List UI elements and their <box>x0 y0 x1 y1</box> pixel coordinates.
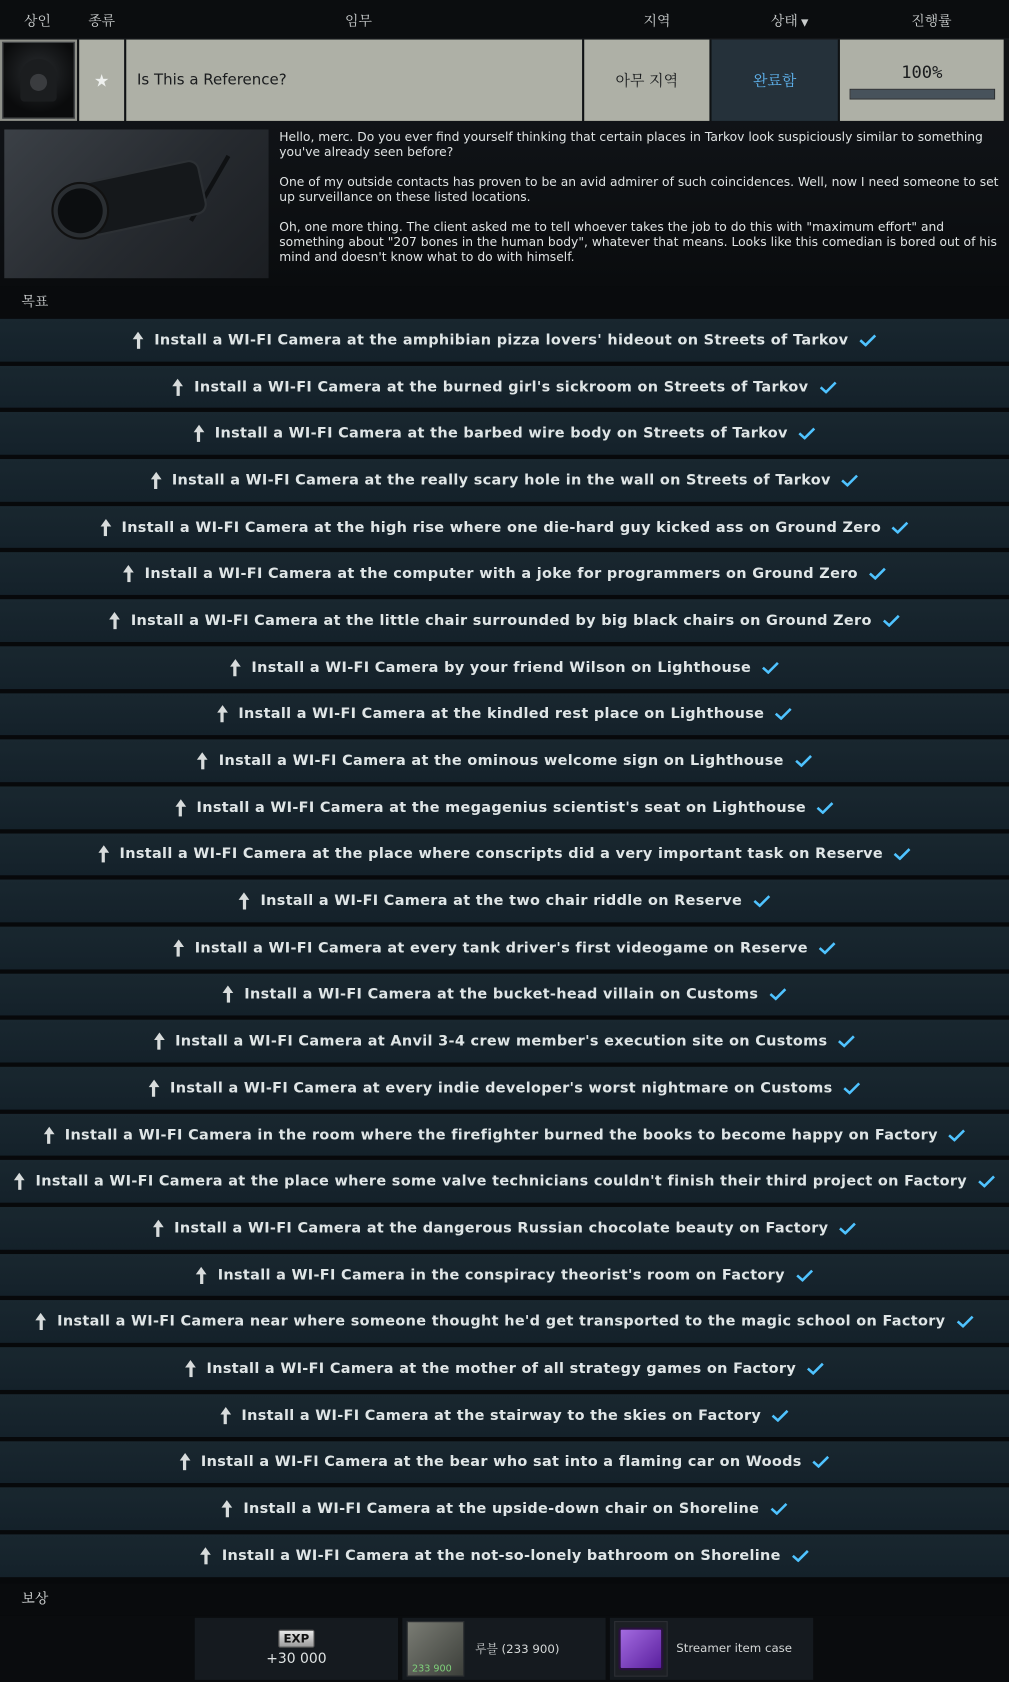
arrow-up-icon <box>109 612 120 629</box>
objective-row[interactable] <box>0 599 1009 641</box>
objective-text: Install a WI-FI Camera at the little chair surrounded by big black chairs on Ground Zero <box>130 612 872 630</box>
exp-icon: EXP <box>278 1630 314 1648</box>
arrow-up-icon <box>200 1547 211 1564</box>
objective-row[interactable] <box>0 1067 1009 1109</box>
objective-row[interactable] <box>0 1160 1009 1202</box>
header-progress[interactable]: 진행률 <box>911 13 952 30</box>
checkmark-icon <box>838 1035 855 1048</box>
objective-text: Install a WI-FI Camera at the not-so-lonely bathroom on Shoreline <box>221 1546 781 1565</box>
header-trader[interactable]: 상인 <box>24 13 51 30</box>
arrow-up-icon <box>180 1453 191 1470</box>
description-paragraph: Oh, one more thing. The client asked me to tell whoever takes the job to do this with "maximum effort" and something about "207 bones in the human body", whatever that means. Looks like this comedian is bored out of his mind and doesn't know what to do with himself. <box>279 219 997 265</box>
objective-row[interactable] <box>0 833 1009 875</box>
progress-fill <box>850 89 993 98</box>
objective-text: Install a WI-FI Camera at the two chair riddle on Reserve <box>260 892 743 910</box>
quest-location: 아무 지역 <box>584 40 709 121</box>
objective-row[interactable] <box>0 553 1009 595</box>
arrow-up-icon <box>43 1126 54 1143</box>
arrow-up-icon <box>220 1407 231 1424</box>
objective-text: Install a WI-FI Camera in the conspiracy theorist's room on Factory <box>217 1266 785 1284</box>
objectives-list <box>0 319 1009 1577</box>
arrow-up-icon <box>98 846 109 863</box>
item-case-icon <box>614 1621 668 1677</box>
arrow-up-icon <box>14 1173 25 1190</box>
checkmark-icon <box>769 988 786 1001</box>
objective-row[interactable] <box>0 1114 1009 1156</box>
quest-status: 완료함 <box>712 40 838 121</box>
objective-text: Install a WI-FI Camera at the mother of all strategy games on Factory <box>206 1359 797 1378</box>
checkmark-icon <box>869 567 886 580</box>
objective-text: Install a WI-FI Camera near where someone thought he'd get transported to the magic school on Factory <box>57 1313 946 1331</box>
arrow-up-icon <box>36 1313 47 1330</box>
objective-text: Install a WI-FI Camera at the amphibian pizza lovers' hideout on Streets of Tarkov <box>154 331 849 349</box>
objective-row[interactable] <box>0 693 1009 735</box>
objective-row[interactable] <box>0 1488 1009 1530</box>
arrow-up-icon <box>153 1220 164 1237</box>
arrow-up-icon <box>123 565 134 582</box>
objective-row[interactable] <box>0 506 1009 548</box>
objective-row[interactable] <box>0 1534 1009 1576</box>
reward-roubles[interactable] <box>402 1617 605 1679</box>
arrow-up-icon <box>239 892 250 909</box>
checkmark-icon <box>894 848 911 861</box>
objective-text: Install a WI-FI Camera at the stairway to the skies on Factory <box>241 1406 762 1424</box>
checkmark-icon <box>817 801 834 814</box>
objective-row[interactable] <box>0 1347 1009 1389</box>
objective-row[interactable] <box>0 319 1009 361</box>
objective-text: Install a WI-FI Camera at the dangerous Russian chocolate beauty on Factory <box>174 1219 829 1237</box>
quest-description <box>0 121 1009 287</box>
arrow-up-icon <box>150 472 161 489</box>
objective-row[interactable] <box>0 880 1009 922</box>
header-status-label: 상태 <box>770 13 798 30</box>
objective-text: Install a WI-FI Camera at Anvil 3-4 crew member's execution site on Customs <box>175 1032 828 1050</box>
objective-text: Install a WI-FI Camera at the barbed wire body on Streets of Tarkov <box>214 425 788 443</box>
objective-text: Install a WI-FI Camera at every tank driver's first videogame on Reserve <box>194 939 808 957</box>
objective-row[interactable] <box>0 1441 1009 1483</box>
header-status[interactable] <box>725 9 853 29</box>
header-type[interactable]: 종류 <box>88 13 116 30</box>
arrow-up-icon <box>133 332 144 349</box>
star-icon: ★ <box>79 40 124 121</box>
roubles-icon <box>407 1621 465 1677</box>
arrow-up-icon <box>175 799 186 816</box>
objectives-label: 목표 <box>0 287 1009 319</box>
arrow-up-icon <box>173 378 184 395</box>
description-paragraph: One of my outside contacts has proven to be an avid admirer of such coincidences. Well, now I need someone to set up surveillance on these listed locations. <box>279 174 999 205</box>
checkmark-icon <box>775 708 792 721</box>
checkmark-icon <box>770 1502 787 1515</box>
case-label: Streamer item case <box>676 1641 793 1656</box>
objective-row[interactable] <box>0 740 1009 782</box>
objective-text: Install a WI-FI Camera at the kindled rest place on Lighthouse <box>238 705 765 723</box>
objective-text: Install a WI-FI Camera at the computer with a joke for programmers on Ground Zero <box>144 565 858 583</box>
objective-text: Install a WI-FI Camera at the bear who sat into a flaming car on Woods <box>200 1453 802 1471</box>
reward-case[interactable] <box>610 1617 813 1679</box>
objective-text: Install a WI-FI Camera at the really scary hole in the wall on Streets of Tarkov <box>171 471 831 489</box>
quest-title: Is This a Reference? <box>126 40 582 121</box>
objective-text: Install a WI-FI Camera at the ominous welcome sign on Lighthouse <box>218 752 784 770</box>
objective-row[interactable] <box>0 786 1009 828</box>
checkmark-icon <box>956 1315 973 1328</box>
objective-text: Install a WI-FI Camera at the high rise where one die-hard guy kicked ass on Ground Zero <box>121 518 882 536</box>
description-text <box>279 129 1004 278</box>
objective-row[interactable] <box>0 1254 1009 1296</box>
checkmark-icon <box>892 521 909 534</box>
arrow-up-icon <box>193 425 204 442</box>
description-paragraph: Hello, merc. Do you ever find yourself thinking that certain places in Tarkov look suspiciously similar to something you've already seen before? <box>279 129 983 160</box>
objective-text: Install a WI-FI Camera at every indie developer's worst nightmare on Customs <box>170 1079 833 1097</box>
quest-row[interactable] <box>0 40 1009 121</box>
chevron-down-icon: ▼ <box>800 17 809 29</box>
arrow-up-icon <box>149 1079 160 1096</box>
checkmark-icon <box>978 1175 995 1188</box>
roubles-label: 루블 (233 900) <box>475 1641 560 1656</box>
progress-text: 100% <box>901 61 943 82</box>
checkmark-icon <box>819 380 836 393</box>
objective-text: Install a WI-FI Camera at the megagenius scientist's seat on Lighthouse <box>196 798 807 817</box>
header-task[interactable]: 임무 <box>345 13 372 30</box>
checkmark-icon <box>841 474 858 487</box>
reward-exp[interactable] <box>195 1617 398 1679</box>
checkmark-icon <box>859 334 876 347</box>
checkmark-icon <box>812 1456 829 1469</box>
checkmark-icon <box>807 1362 824 1375</box>
objective-text: Install a WI-FI Camera at the place where some valve technicians couldn't finish their third project on Factory <box>35 1172 968 1191</box>
arrow-up-icon <box>100 519 111 536</box>
checkmark-icon <box>772 1409 789 1422</box>
objective-row[interactable] <box>0 1394 1009 1436</box>
objective-row[interactable] <box>0 412 1009 454</box>
arrow-up-icon <box>185 1360 196 1377</box>
objective-row[interactable] <box>0 1020 1009 1062</box>
checkmark-icon <box>753 895 770 908</box>
arrow-up-icon <box>217 705 228 722</box>
trader-portrait-icon <box>2 42 75 119</box>
checkmark-icon <box>762 661 779 674</box>
checkmark-icon <box>819 941 836 954</box>
arrow-up-icon <box>223 986 234 1003</box>
objective-text: Install a WI-FI Camera in the room where the firefighter burned the books to become happy on Factory <box>64 1126 938 1144</box>
checkmark-icon <box>949 1128 966 1141</box>
arrow-up-icon <box>197 752 208 769</box>
table-header <box>0 0 1009 40</box>
header-location[interactable]: 지역 <box>643 13 671 30</box>
objective-text: Install a WI-FI Camera at the upside-down chair on Shoreline <box>243 1500 760 1518</box>
objective-row[interactable] <box>0 927 1009 969</box>
checkmark-icon <box>882 614 899 627</box>
rewards-list <box>0 1615 1009 1681</box>
progress-bar <box>849 88 995 99</box>
arrow-up-icon <box>196 1266 207 1283</box>
objective-row[interactable] <box>0 1301 1009 1343</box>
objective-row[interactable] <box>0 1207 1009 1249</box>
objective-text: Install a WI-FI Camera by your friend Wilson on Lighthouse <box>251 658 752 676</box>
checkmark-icon <box>798 427 815 440</box>
arrow-up-icon <box>173 939 184 956</box>
arrow-up-icon <box>154 1033 165 1050</box>
objective-text: Install a WI-FI Camera at the bucket-head villain on Customs <box>244 985 759 1004</box>
objective-row[interactable] <box>0 459 1009 501</box>
wifi-camera-image <box>4 129 268 278</box>
checkmark-icon <box>795 754 812 767</box>
checkmark-icon <box>839 1222 856 1235</box>
objective-row[interactable] <box>0 973 1009 1015</box>
trader-avatar <box>0 40 77 121</box>
objective-row[interactable] <box>0 646 1009 688</box>
rewards-label: 보상 <box>0 1583 1009 1615</box>
checkmark-icon <box>843 1082 860 1095</box>
roubles-count: 233 900 <box>411 1663 452 1675</box>
checkmark-icon <box>796 1269 813 1282</box>
checkmark-icon <box>791 1549 808 1562</box>
arrow-up-icon <box>222 1500 233 1517</box>
objective-text: Install a WI-FI Camera at the place where conscripts did a very important task on Reserve <box>119 845 884 863</box>
arrow-up-icon <box>230 659 241 676</box>
objective-text: Install a WI-FI Camera at the burned girl's sickroom on Streets of Tarkov <box>194 378 809 396</box>
quest-progress <box>840 40 1004 121</box>
exp-value: +30 000 <box>266 1651 327 1668</box>
objective-row[interactable] <box>0 366 1009 408</box>
